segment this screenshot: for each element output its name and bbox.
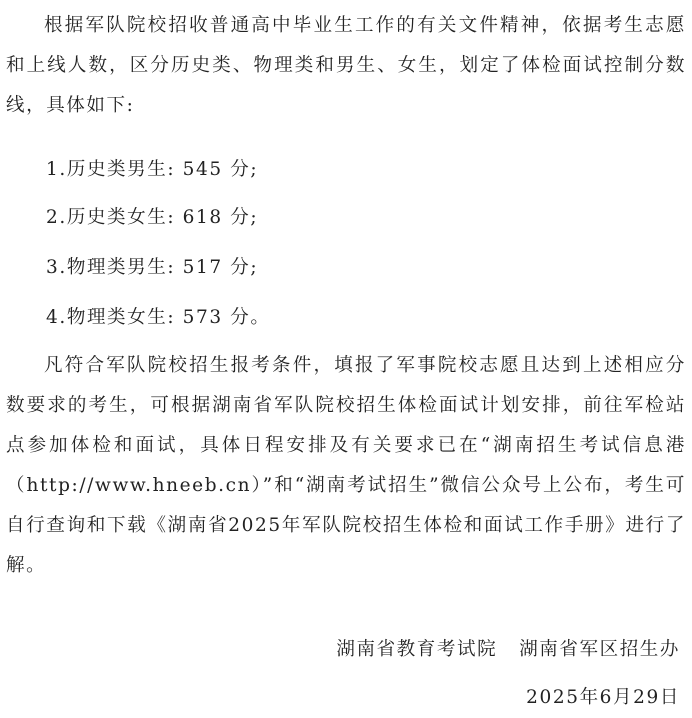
document-date: 2025年6月29日 — [526, 687, 680, 708]
signature-org-exam-institute: 湖南省教育考试院 — [336, 639, 498, 660]
score-item-history-female: 2.历史类女生: 618 分; — [46, 207, 259, 228]
score-item-physics-male: 3.物理类男生: 517 分; — [46, 257, 259, 278]
signature-line — [336, 630, 680, 670]
intro-paragraph: 根据军队院校招收普通高中毕业生工作的有关文件精神，依据考生志愿和上线人数，区分历史类、物理类和男生、女生，划定了体检面试控制分数线，具体如下: — [6, 15, 686, 116]
score-item-physics-female: 4.物理类女生: 573 分。 — [46, 307, 271, 328]
score-item-history-male: 1.历史类男生: 545 分; — [46, 159, 259, 180]
notice-paragraph: 凡符合军队院校招生报考条件，填报了军事院校志愿且达到上述相应分数要求的考生，可根据湖南省军队院校招生体检面试计划安排，前往军检站点参加体检和面试，具体日程安排及有关要求已在“湖南招生考试信息港（http://www.hneeb.cn）”和“湖南考试招生”微信公众号上公布，考生可自行查询和下载《湖南省2025年军队院校招生体检和面试工作手册》进行了解。 — [6, 355, 686, 576]
signature-org-recruitment-office: 湖南省军区招生办 — [519, 639, 680, 660]
